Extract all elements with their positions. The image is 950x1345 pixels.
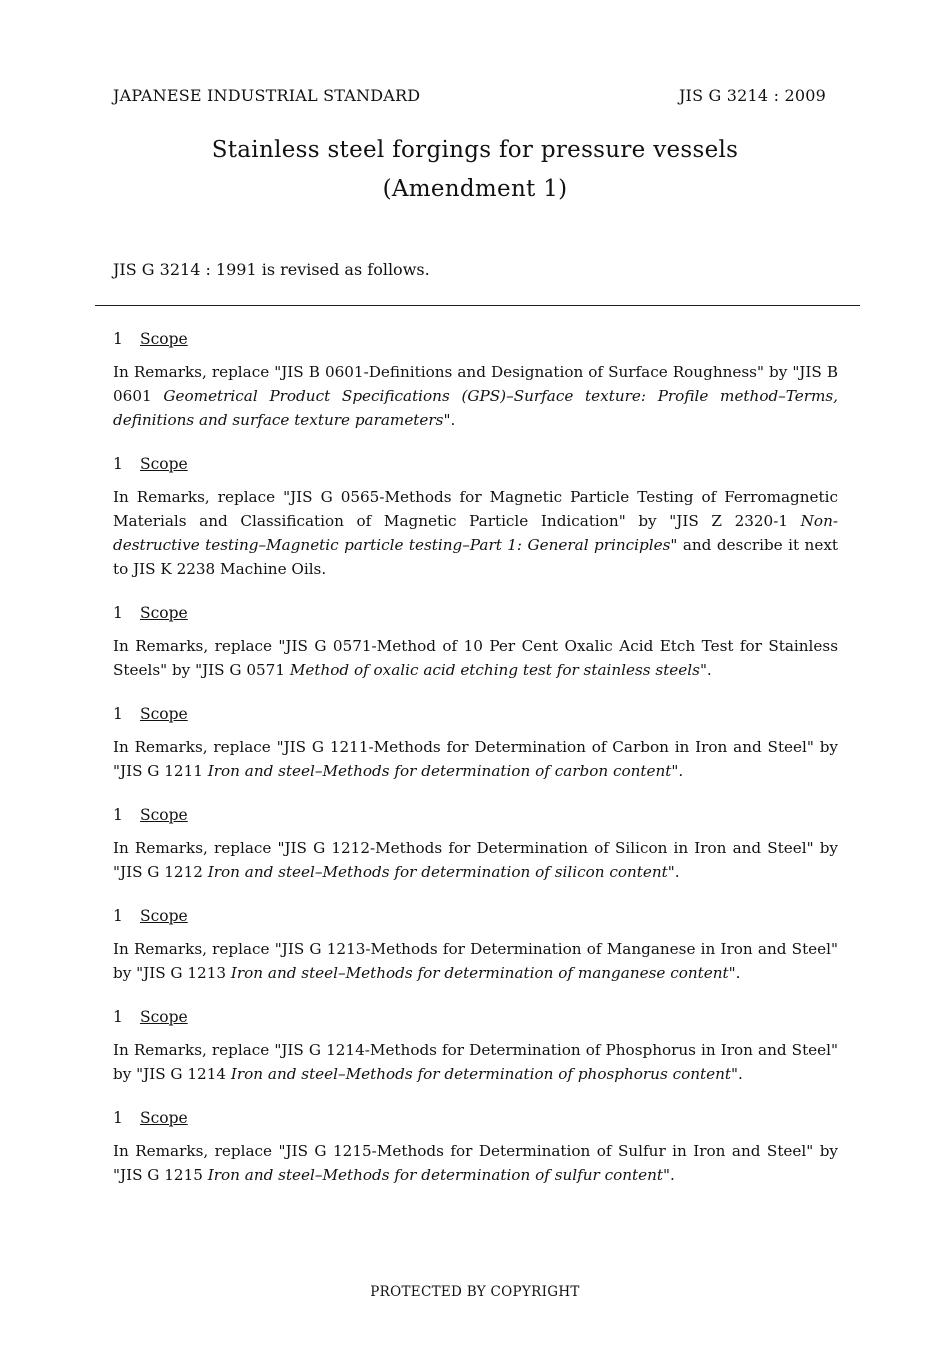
section-heading: [113, 1005, 838, 1029]
section-text: In Remarks, replace "JIS G 1213-Methods for Determination of Manganese in Iron and Steel" by "JIS G 1213: [113, 940, 838, 982]
copyright-footer: PROTECTED BY COPYRIGHT: [370, 1284, 580, 1300]
section-heading: [113, 702, 838, 726]
section-heading: [113, 452, 838, 476]
section-number: 1: [113, 604, 123, 622]
section-number: 1: [113, 1109, 123, 1127]
section-number: 1: [113, 1008, 123, 1026]
section-label: Scope: [140, 806, 188, 824]
section-text-end: ".: [728, 964, 741, 982]
horizontal-divider: [95, 305, 860, 306]
section-text: In Remarks, replace "JIS G 0571-Method of 10 Per Cent Oxalic Acid Etch Test for Stainless Steels" by "JIS G 0571: [113, 637, 838, 679]
section-italic-title: Iron and steel–Methods for determination of phosphorus content: [230, 1065, 731, 1083]
section-text-end: ".: [730, 1065, 743, 1083]
section-body: [113, 1139, 838, 1187]
section-body: [113, 735, 838, 783]
section-text: In Remarks, replace "JIS G 1215-Methods for Determination of Sulfur in Iron and Steel" by "JIS G 1215: [113, 1142, 838, 1184]
section-text-end: " and describe it next to JIS K 2238 Machine Oils.: [113, 536, 838, 578]
section-italic-title: Non-destructive testing–Magnetic particle testing–Part 1: General principles: [113, 512, 838, 554]
section: [113, 452, 838, 581]
section-heading: [113, 1106, 838, 1130]
section: [113, 803, 838, 884]
section-italic-title: Iron and steel–Methods for determination of manganese content: [230, 964, 729, 982]
section-text: In Remarks, replace "JIS G 1212-Methods for Determination of Silicon in Iron and Steel" by "JIS G 1212: [113, 839, 838, 881]
section-number: 1: [113, 455, 123, 473]
section: [113, 1005, 838, 1086]
section-label: Scope: [140, 705, 188, 723]
section-number: 1: [113, 806, 123, 824]
header-standard-number: JIS G 3214 : 2009: [678, 86, 826, 105]
section-heading: [113, 803, 838, 827]
section-number: 1: [113, 330, 123, 348]
page-subtitle: (Amendment 1): [382, 176, 568, 202]
section-label: Scope: [140, 907, 188, 925]
section-label: Scope: [140, 455, 188, 473]
section: [113, 702, 838, 783]
section-body: [113, 1038, 838, 1086]
section-text-end: ".: [667, 863, 680, 881]
section-italic-title: Geometrical Product Specifications (GPS)–Surface texture: Profile method–Terms, definitions and surface texture parameters: [113, 387, 838, 429]
section-text: In Remarks, replace "JIS G 1211-Methods for Determination of Carbon in Iron and Steel" by "JIS G 1211: [113, 738, 838, 780]
amendment-sections: [113, 327, 838, 1207]
section-body: [113, 836, 838, 884]
section-text-end: ".: [671, 762, 684, 780]
section-body: [113, 360, 838, 432]
section-body: [113, 485, 838, 581]
section-label: Scope: [140, 330, 188, 348]
section-italic-title: Iron and steel–Methods for determination of sulfur content: [207, 1166, 664, 1184]
section: [113, 327, 838, 432]
section-label: Scope: [140, 604, 188, 622]
section-heading: [113, 601, 838, 625]
section-heading: [113, 327, 838, 351]
section-label: Scope: [140, 1109, 188, 1127]
section-text: In Remarks, replace "JIS G 0565-Methods for Magnetic Particle Testing of Ferromagnetic Materials and Classification of Magnetic Particle Indication" by "JIS Z 2320-1: [113, 488, 838, 530]
section-body: [113, 634, 838, 682]
section-text-end: ".: [443, 411, 456, 429]
header-standard-label: JAPANESE INDUSTRIAL STANDARD: [113, 86, 421, 105]
section: [113, 1106, 838, 1187]
section-number: 1: [113, 907, 123, 925]
revision-note: JIS G 3214 : 1991 is revised as follows.: [113, 260, 430, 279]
page-title: Stainless steel forgings for pressure vessels: [211, 137, 739, 163]
section-text: In Remarks, replace "JIS G 1214-Methods for Determination of Phosphorus in Iron and Steel" by "JIS G 1214: [113, 1041, 838, 1083]
section-body: [113, 937, 838, 985]
section-italic-title: Iron and steel–Methods for determination of silicon content: [207, 863, 668, 881]
section-text-end: ".: [663, 1166, 675, 1184]
section-text: In Remarks, replace "JIS B 0601-Definitions and Designation of Surface Roughness" by "JIS B 0601: [113, 363, 838, 405]
section: [113, 904, 838, 985]
section-heading: [113, 904, 838, 928]
section-italic-title: Iron and steel–Methods for determination of carbon content: [207, 762, 672, 780]
section-italic-title: Method of oxalic acid etching test for stainless steels: [289, 661, 700, 679]
section-text-end: ".: [699, 661, 712, 679]
section: [113, 601, 838, 682]
section-label: Scope: [140, 1008, 188, 1026]
section-number: 1: [113, 705, 123, 723]
